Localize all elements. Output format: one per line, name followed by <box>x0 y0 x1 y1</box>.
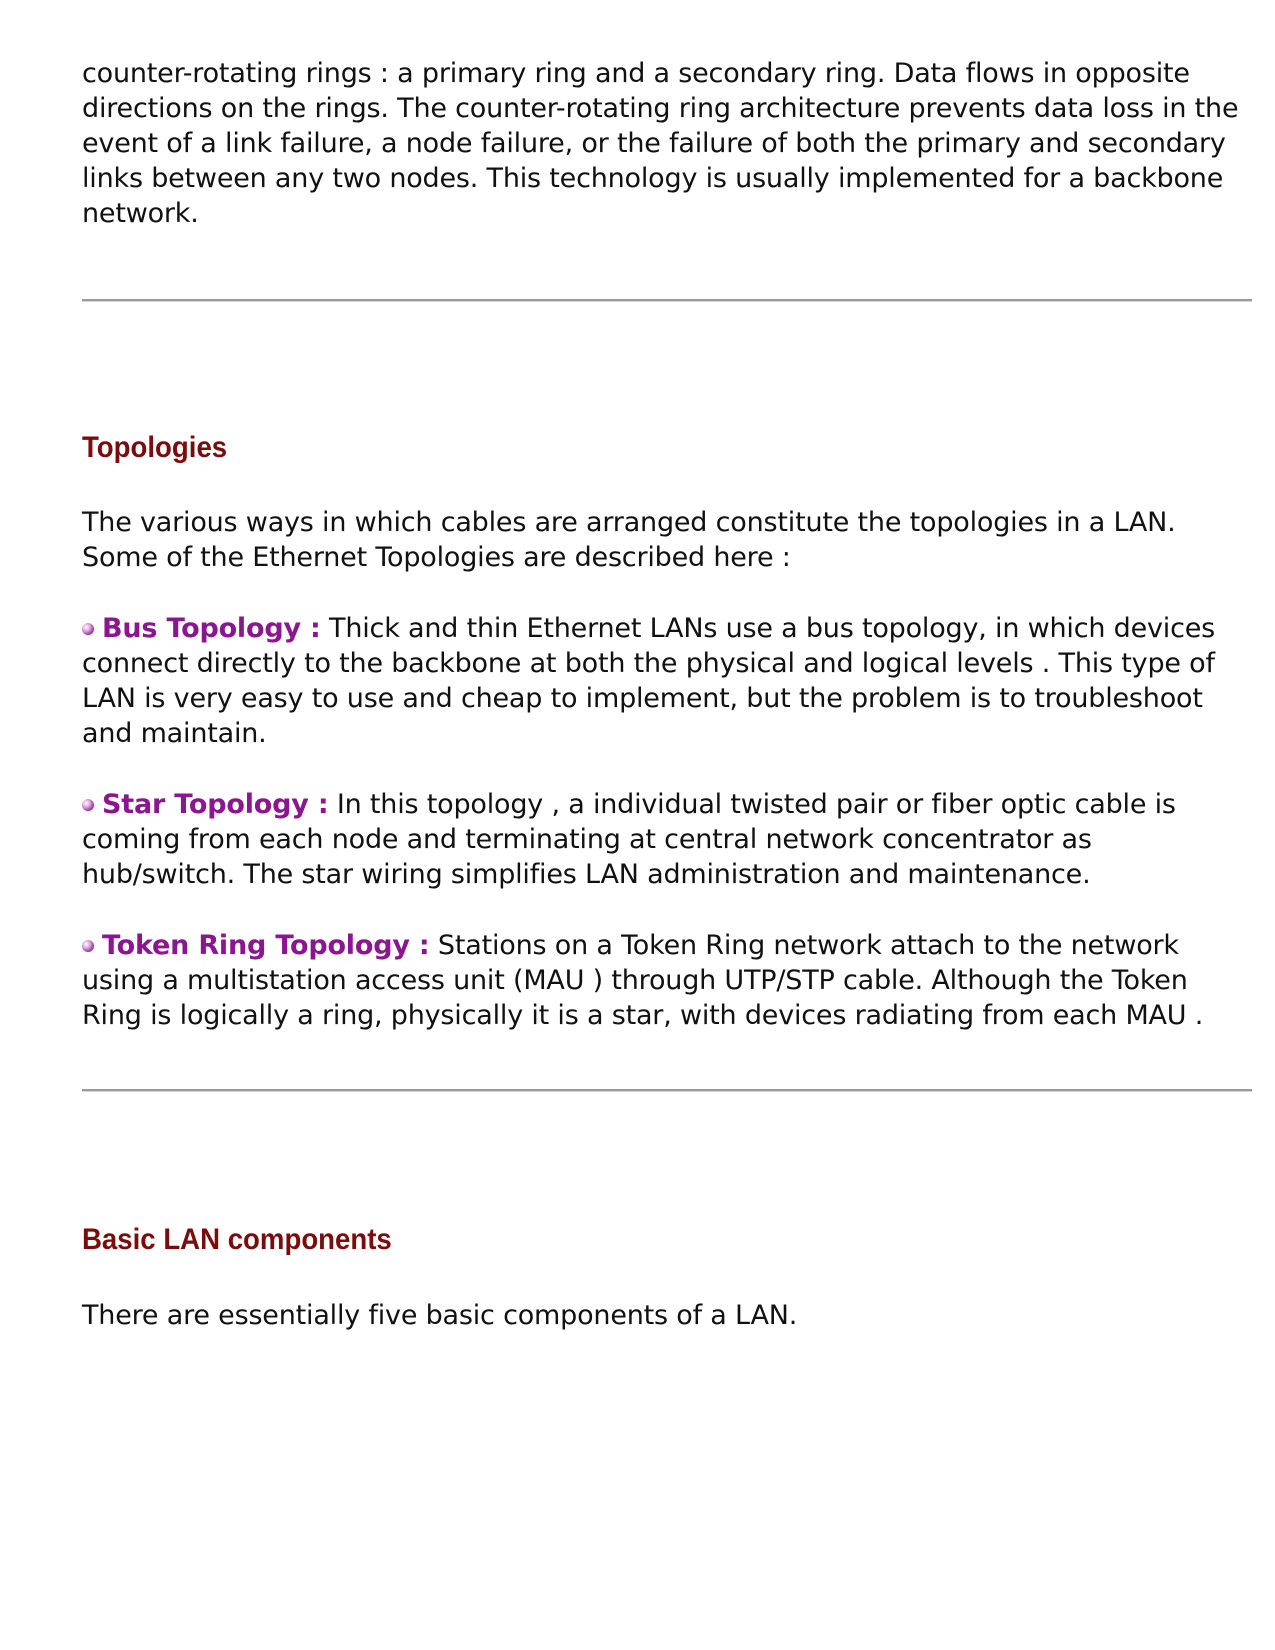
bullet-icon <box>82 623 94 635</box>
topologies-heading: Topologies <box>82 431 228 464</box>
bullet-icon <box>82 799 94 811</box>
star-topology-text: In this topology , a individual twisted pair or fiber optic cable is coming from each node and terminating at central network concentrator as hub/switch. The star wiring simplifies LAN administration and maintenance. <box>82 789 1176 890</box>
token-ring-topology-text: Stations on a Token Ring network attach to the network using a multistation access unit (MAU ) through UTP/STP cable. Although the Token Ring is logically a ring, physically it is a star, with devices radiating from each MAU . <box>82 930 1204 1031</box>
token-ring-topology-item <box>82 928 1247 1033</box>
bus-topology-term: Bus Topology : <box>102 613 321 644</box>
bus-topology-item <box>82 611 1247 751</box>
star-topology-item <box>82 787 1247 892</box>
token-ring-topology-term: Token Ring Topology : <box>102 930 430 961</box>
topologies-intro: The various ways in which cables are arranged constitute the topologies in a LAN. Some of the Ethernet Topologies are described here : <box>82 507 1176 573</box>
basic-lan-components-heading: Basic LAN components <box>82 1223 392 1256</box>
bus-topology-text: Thick and thin Ethernet LANs use a bus topology, in which devices connect directly to the backbone at both the physical and logical levels . This type of LAN is very easy to use and cheap to implement, but the problem is to troubleshoot and maintain. <box>82 613 1216 749</box>
document-page <box>82 56 1247 1333</box>
components-intro: There are essentially five basic components of a LAN. <box>82 1300 798 1331</box>
bullet-icon <box>82 940 94 952</box>
intro-paragraph: counter-rotating rings : a primary ring and a secondary ring. Data flows in opposite directions on the rings. The counter-rotating ring architecture prevents data loss in the event of a link failure, a node failure, or the failure of both the primary and secondary links between any two nodes. This technology is usually implemented for a backbone network. <box>82 58 1239 229</box>
star-topology-term: Star Topology : <box>102 789 329 820</box>
